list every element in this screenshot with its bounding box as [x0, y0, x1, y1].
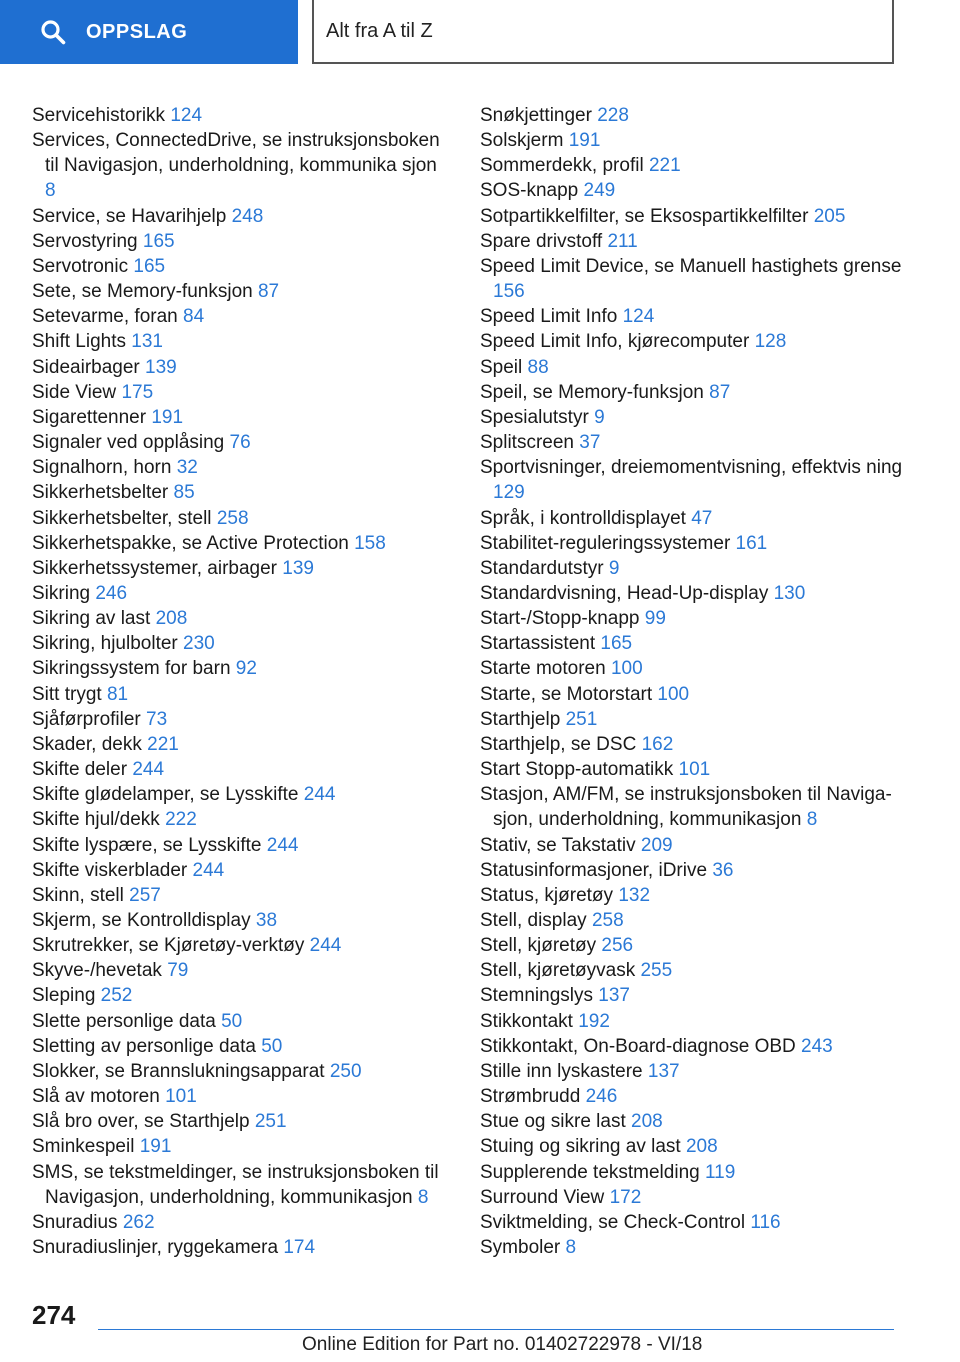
index-entry: [32, 531, 452, 556]
index-term: Speed Limit Device, se Manuell hastighets grense: [480, 255, 902, 277]
page-reference-link[interactable]: 249: [583, 180, 616, 202]
index-entry: [32, 1210, 452, 1235]
index-entry: [32, 908, 452, 933]
page-reference-link[interactable]: 244: [192, 859, 225, 881]
page-reference-link[interactable]: 244: [303, 784, 336, 806]
page-reference-link[interactable]: 124: [170, 105, 203, 126]
page-reference-link[interactable]: 8: [565, 1237, 577, 1259]
index-term: Startassistent: [480, 633, 596, 655]
index-entry: [32, 204, 452, 229]
page-reference-link[interactable]: 165: [600, 633, 633, 655]
page-reference-link[interactable]: 209: [640, 834, 673, 856]
page-reference-link[interactable]: 128: [754, 331, 787, 353]
index-term: Sigarettenner: [32, 406, 147, 428]
index-entry: [32, 581, 452, 606]
index-entry: [480, 933, 910, 958]
index-entry: [32, 1034, 452, 1059]
page-reference-link[interactable]: 256: [601, 935, 634, 957]
index-term: Speil: [480, 356, 523, 378]
index-term: Slette personlige data: [32, 1010, 216, 1032]
page-reference-link[interactable]: 172: [609, 1186, 642, 1208]
index-term: Slå bro over, se Starthjelp: [32, 1111, 250, 1133]
index-term: Stille inn lyskastere: [480, 1060, 643, 1082]
page-reference-link[interactable]: 87: [257, 281, 280, 303]
page-reference-link[interactable]: 211: [607, 230, 638, 252]
page-reference-link[interactable]: 137: [598, 985, 630, 1007]
page-reference-link[interactable]: 257: [129, 884, 161, 906]
index-entry: [32, 430, 452, 455]
index-entry: [32, 279, 452, 304]
index-entry: [32, 606, 452, 631]
page-reference-link[interactable]: 246: [95, 582, 128, 604]
page-reference-link[interactable]: 192: [578, 1010, 610, 1032]
index-entry: [480, 883, 910, 908]
index-entry: [480, 606, 910, 631]
page-reference-link[interactable]: 258: [216, 507, 249, 529]
index-entry: [480, 983, 910, 1008]
index-entry: [32, 933, 452, 958]
index-entry: [480, 204, 910, 229]
index-entry: [32, 1235, 452, 1260]
index-column-right: [480, 103, 910, 1260]
index-term: Starthjelp, se DSC: [480, 733, 637, 755]
index-term: Spare drivstoff: [480, 230, 603, 252]
index-entry: [480, 656, 910, 681]
index-entry: [32, 405, 452, 430]
index-entry: [480, 380, 910, 405]
page-reference-link[interactable]: 32: [176, 457, 198, 479]
index-term: Stikkontakt, On-Board-diagnose OBD: [480, 1035, 796, 1057]
page-reference-link[interactable]: 119: [704, 1161, 736, 1183]
index-term: Servostyring: [32, 230, 138, 252]
index-entry: [32, 380, 452, 405]
index-entry: [480, 355, 910, 380]
index-entry: [480, 833, 910, 858]
index-term: Servotronic: [32, 255, 129, 277]
index-entry: [32, 128, 452, 203]
page-reference-link[interactable]: 221: [648, 155, 681, 177]
page-reference-link[interactable]: 85: [173, 482, 195, 504]
index-term: Speil, se Memory-funksjon: [480, 381, 704, 403]
index-term: Standardutstyr: [480, 557, 604, 579]
index-entry: [32, 631, 452, 656]
index-term: Skifte deler: [32, 759, 128, 781]
index-entry: [32, 455, 452, 480]
index-entry: [480, 128, 910, 153]
page-reference-link[interactable]: 255: [640, 960, 673, 982]
page-reference-link[interactable]: 131: [131, 331, 163, 353]
index-term: Slokker, se Brannslukningsapparat: [32, 1060, 325, 1082]
page-reference-link[interactable]: 101: [165, 1086, 197, 1108]
footer-divider: [98, 1329, 894, 1330]
index-term: Skyve-/hevetak: [32, 960, 162, 982]
index-term: Solskjerm: [480, 130, 564, 152]
index-term: Status, kjøretøy: [480, 884, 614, 906]
page-reference-link[interactable]: 252: [100, 985, 133, 1007]
page-reference-link[interactable]: 205: [813, 205, 846, 227]
page-reference-link[interactable]: 79: [167, 960, 189, 982]
index-entry: [480, 153, 910, 178]
index-entry: [480, 329, 910, 354]
page-reference-link[interactable]: 124: [622, 306, 655, 328]
index-term: Supplerende tekstmelding: [480, 1161, 700, 1183]
index-entry: [32, 103, 452, 128]
index-term: Splitscreen: [480, 432, 574, 454]
index-term: Sikkerhetsbelter, stell: [32, 507, 212, 529]
page-reference-link[interactable]: 156: [493, 281, 525, 303]
page-reference-link[interactable]: 158: [354, 532, 386, 554]
index-term: Speed Limit Info, kjørecomputer: [480, 331, 750, 353]
page-reference-link[interactable]: 84: [183, 306, 205, 328]
index-entry: [480, 1210, 910, 1235]
index-term: Skader, dekk: [32, 733, 142, 755]
page-reference-link[interactable]: 250: [329, 1060, 362, 1082]
index-term: Stell, display: [480, 910, 587, 931]
index-entry: [480, 1109, 910, 1134]
page-reference-link[interactable]: 208: [155, 608, 188, 630]
page-reference-link[interactable]: 243: [801, 1035, 833, 1057]
page-reference-link[interactable]: 8: [45, 180, 56, 202]
index-entry: [480, 1235, 910, 1260]
index-entry: [480, 254, 910, 304]
index-entry: [32, 355, 452, 380]
index-entry: [32, 883, 452, 908]
page-reference-link[interactable]: 87: [709, 381, 731, 403]
page-reference-link[interactable]: 246: [585, 1086, 618, 1108]
index-term: Start Stopp-automatikk: [480, 759, 674, 781]
index-term: Sikkerhetsbelter: [32, 482, 169, 504]
index-term: Sportvisninger, dreiemomentvisning, effektvis ning: [480, 457, 903, 479]
index-entry: [32, 983, 452, 1008]
index-entry: [32, 1009, 452, 1034]
page-reference-link[interactable]: 139: [145, 356, 177, 378]
index-entry: [480, 682, 910, 707]
index-entry: [32, 556, 452, 581]
page-reference-link[interactable]: 228: [597, 105, 629, 126]
page-reference-link[interactable]: 208: [631, 1111, 663, 1133]
index-entry: [32, 782, 452, 807]
index-entry: [480, 958, 910, 983]
index-term: Snuradius: [32, 1211, 118, 1233]
index-term: Spesialutstyr: [480, 406, 589, 428]
page-reference-link[interactable]: 248: [231, 205, 264, 227]
index-entry: [480, 1059, 910, 1084]
section-tab[interactable]: [0, 0, 298, 64]
index-term: Skifte hjul/dekk: [32, 809, 160, 831]
page-reference-link[interactable]: 9: [594, 406, 605, 428]
index-term: Sommerdekk, profil: [480, 155, 644, 177]
page-reference-link[interactable]: 139: [282, 557, 314, 579]
index-entry: [32, 229, 452, 254]
index-entry: [32, 254, 452, 279]
page-reference-link[interactable]: 165: [133, 255, 166, 277]
index-column-left: [32, 103, 452, 1260]
page-reference-link[interactable]: 37: [579, 432, 601, 454]
page-reference-link[interactable]: 76: [229, 432, 251, 454]
page-reference-link[interactable]: 101: [678, 759, 711, 781]
index-entry: [32, 480, 452, 505]
index-term: Strømbrudd: [480, 1086, 581, 1108]
index-entry: [480, 757, 910, 782]
index-term: SOS-knapp: [480, 180, 579, 202]
index-entry: [32, 682, 452, 707]
page-reference-link[interactable]: 161: [735, 532, 768, 554]
index-term: Sikringssystem for barn: [32, 658, 231, 680]
index-entry: [32, 304, 452, 329]
index-entry: [480, 1134, 910, 1159]
section-tab-label: OPPSLAG: [86, 20, 188, 43]
index-term: Skifte viskerblader: [32, 859, 188, 881]
page-reference-link[interactable]: 208: [685, 1136, 718, 1158]
index-term: Setevarme, foran: [32, 306, 178, 328]
index-term: Snøkjettinger: [480, 105, 592, 126]
index-term: Start-/Stopp-knapp: [480, 608, 640, 630]
index-entry: [32, 707, 452, 732]
index-term: Skifte glødelamper, se Lysskifte: [32, 784, 299, 806]
page-reference-link[interactable]: 88: [527, 356, 549, 378]
page-reference-link[interactable]: 132: [618, 884, 651, 906]
page-reference-link[interactable]: 175: [121, 381, 154, 403]
index-term: Standardvisning, Head-Up-display: [480, 582, 769, 604]
page-reference-link[interactable]: 251: [565, 708, 598, 730]
index-term: Sviktmelding, se Check-Control: [480, 1211, 746, 1233]
page-reference-link[interactable]: 100: [657, 683, 690, 705]
page-reference-link[interactable]: 165: [142, 230, 175, 252]
index-term: Sikkerhetssystemer, airbager: [32, 557, 277, 579]
index-entry: [32, 833, 452, 858]
page-reference-link[interactable]: 130: [773, 582, 806, 604]
index-term: Sikring av last: [32, 608, 151, 630]
index-term: Stuing og sikring av last: [480, 1136, 681, 1158]
page-reference-link[interactable]: 230: [183, 633, 215, 655]
index-entry: [32, 732, 452, 757]
index-term: Service, se Havarihjelp: [32, 205, 227, 227]
index-entry: [480, 229, 910, 254]
index-term: Stue og sikre last: [480, 1111, 626, 1133]
index-entry: [32, 807, 452, 832]
index-entry: [480, 1185, 910, 1210]
index-term: Stemningslys: [480, 985, 593, 1007]
index-entry: [480, 782, 910, 832]
index-entry: [480, 707, 910, 732]
footer-edition-text: Online Edition for Part no. 01402722978 - VI/18: [302, 1334, 703, 1355]
index-term: Stell, kjøretøyvask: [480, 960, 636, 982]
page-reference-link[interactable]: 8: [806, 809, 818, 831]
index-term: Signalhorn, horn: [32, 457, 172, 479]
index-term: Sotpartikkelfilter, se Eksospartikkelfilter: [480, 205, 809, 227]
page-reference-link[interactable]: 50: [221, 1010, 243, 1032]
index-term: Sikring: [32, 582, 91, 604]
page-reference-link[interactable]: 222: [165, 809, 197, 831]
index-term: Starte, se Motorstart: [480, 683, 653, 705]
page-reference-link[interactable]: 191: [568, 130, 601, 152]
index-term: Surround View: [480, 1186, 605, 1208]
index-entry: [32, 1059, 452, 1084]
index-term: Stasjon, AM/FM, se instruksjonsboken til Naviga sjon, underholdning, kommunikasjon: [480, 784, 898, 831]
index-entry: [32, 656, 452, 681]
index-entry: [480, 103, 910, 128]
index-entry: [480, 732, 910, 757]
index-entry: [480, 531, 910, 556]
page-reference-link[interactable]: 36: [712, 859, 734, 881]
index-entry: [32, 506, 452, 531]
index-entry: [480, 581, 910, 606]
page-reference-link[interactable]: 244: [266, 834, 299, 856]
page-reference-link[interactable]: 244: [309, 935, 342, 957]
page-reference-link[interactable]: 262: [122, 1211, 155, 1233]
index-term: Stell, kjøretøy: [480, 935, 597, 957]
index-entry: [480, 455, 910, 505]
page-reference-link[interactable]: 162: [641, 733, 674, 755]
index-entry: [480, 178, 910, 203]
index-entry: [32, 958, 452, 983]
index-term: Skinn, stell: [32, 884, 124, 906]
index-term: Signaler ved opplåsing: [32, 432, 225, 454]
index-term: Stikkontakt: [480, 1010, 573, 1032]
page-reference-link[interactable]: 50: [261, 1035, 283, 1057]
index-term: Slå av motoren: [32, 1086, 160, 1108]
section-title-box: [312, 0, 894, 64]
index-term: Språk, i kontrolldisplayet: [480, 507, 686, 529]
index-entry: [32, 858, 452, 883]
index-entry: [480, 1009, 910, 1034]
index-term: SMS, se tekstmeldinger, se instruksjonsboken til Navigasjon, underholdning, kommunikasjon: [32, 1161, 444, 1208]
index-term: Sjåførprofiler: [32, 708, 141, 730]
page-reference-link[interactable]: 99: [644, 608, 666, 630]
index-term: Starte motoren: [480, 658, 606, 680]
page-reference-link[interactable]: 47: [691, 507, 713, 529]
index-entry: [32, 1160, 452, 1210]
page-reference-link[interactable]: 38: [255, 910, 278, 931]
index-entry: [480, 858, 910, 883]
page-reference-link[interactable]: 191: [151, 406, 184, 428]
index-term: Speed Limit Info: [480, 306, 618, 328]
index-entry: [32, 1109, 452, 1134]
page-reference-link[interactable]: 191: [139, 1136, 172, 1158]
search-icon: [40, 19, 66, 45]
index-entry: [32, 757, 452, 782]
index-term: Statusinformasjoner, iDrive: [480, 859, 708, 881]
page-reference-link[interactable]: 244: [132, 759, 165, 781]
index-entry: [480, 1034, 910, 1059]
index-term: Stabilitet-reguleringssystemer: [480, 532, 731, 554]
page-reference-link[interactable]: 73: [146, 708, 168, 730]
page-reference-link[interactable]: 92: [235, 658, 257, 680]
index-term: Side View: [32, 381, 117, 403]
index-entry: [480, 506, 910, 531]
index-term: Skrutrekker, se Kjøretøy-verktøy: [32, 935, 305, 957]
index-term: Sminkespeil: [32, 1136, 135, 1158]
index-entry: [32, 329, 452, 354]
index-term: Sideairbager: [32, 356, 140, 378]
index-term: Stativ, se Takstativ: [480, 834, 636, 856]
page-reference-link[interactable]: 129: [493, 482, 525, 504]
index-term: Sete, se Memory-funksjon: [32, 281, 253, 303]
index-term: Symboler: [480, 1237, 561, 1259]
index-term: Servicehistorikk: [32, 105, 166, 126]
index-entry: [32, 1084, 452, 1109]
page-reference-link[interactable]: 174: [283, 1237, 316, 1259]
index-term: Sletting av personlige data: [32, 1035, 256, 1057]
index-term: Shift Lights: [32, 331, 126, 353]
page-reference-link[interactable]: 251: [254, 1111, 287, 1133]
index-entry: [480, 556, 910, 581]
index-term: Services, ConnectedDrive, se instruksjonsboken til Navigasjon, underholdning, kommunika sjon: [32, 130, 445, 177]
index-entry: [480, 405, 910, 430]
page-reference-link[interactable]: 221: [147, 733, 179, 755]
index-term: Skjerm, se Kontrolldisplay: [32, 910, 251, 931]
index-term: Sikkerhetspakke, se Active Protection: [32, 532, 349, 554]
index-entry: [32, 1134, 452, 1159]
index-term: Sikring, hjulbolter: [32, 633, 178, 655]
page-reference-link[interactable]: 8: [417, 1186, 429, 1208]
index-entry: [480, 430, 910, 455]
page-reference-link[interactable]: 9: [608, 557, 620, 579]
section-title: Alt fra A til Z: [326, 19, 433, 42]
index-entry: [480, 1084, 910, 1109]
index-term: Sleping: [32, 985, 96, 1007]
page-reference-link[interactable]: 116: [750, 1211, 781, 1233]
page-reference-link[interactable]: 100: [610, 658, 643, 680]
index-term: Starthjelp: [480, 708, 561, 730]
index-entry: [480, 1160, 910, 1185]
page-reference-link[interactable]: 81: [106, 683, 129, 705]
index-term: Snuradiuslinjer, ryggekamera: [32, 1237, 279, 1259]
index-entry: [480, 631, 910, 656]
index-entry: [480, 304, 910, 329]
index-term: Sitt trygt: [32, 683, 102, 705]
index-entry: [480, 908, 910, 933]
page-reference-link[interactable]: 137: [647, 1060, 680, 1082]
page-reference-link[interactable]: 258: [591, 910, 624, 931]
index-term: Skifte lyspære, se Lysskifte: [32, 834, 262, 856]
page-number: 274: [32, 1300, 76, 1330]
